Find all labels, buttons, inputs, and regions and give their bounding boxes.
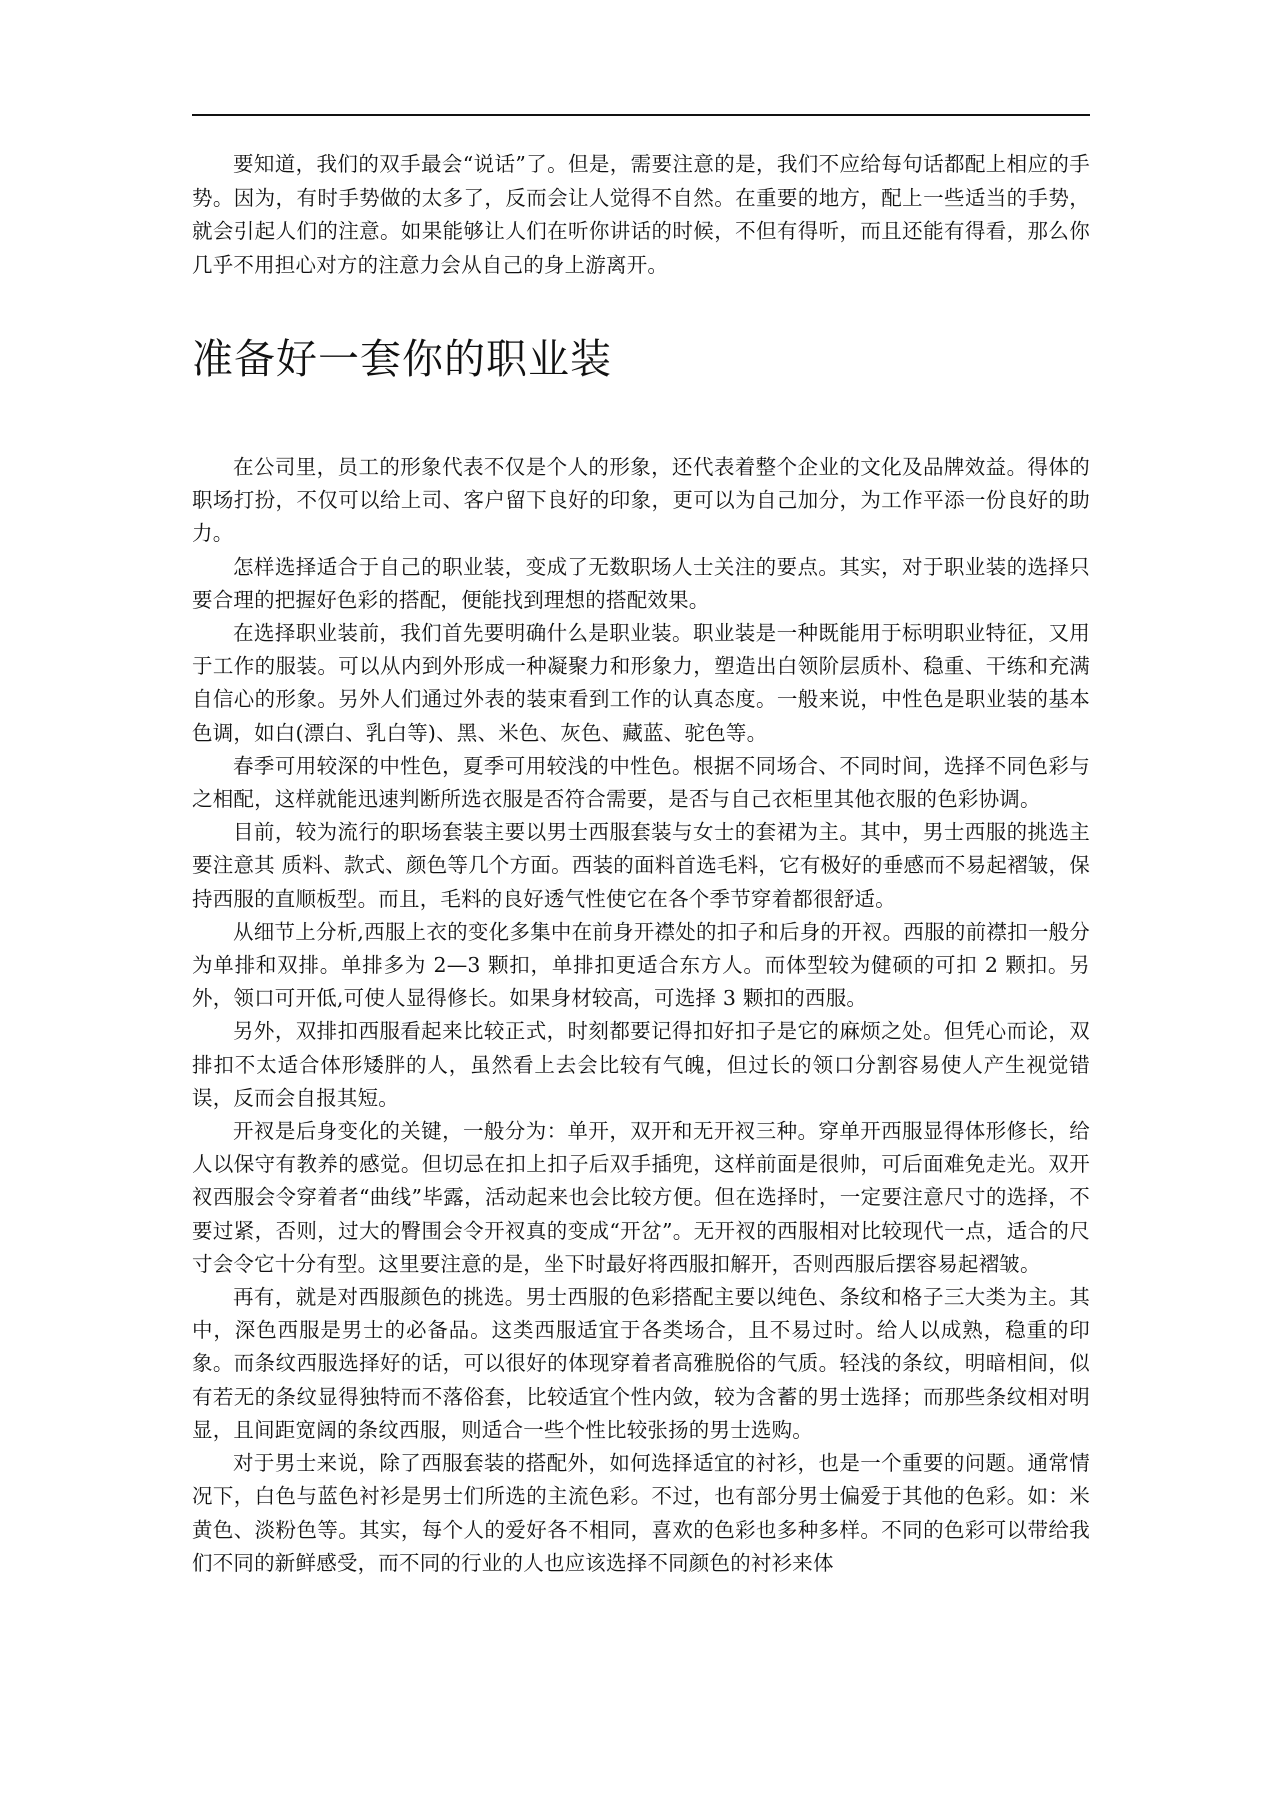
section-title: 准备好一套你的职业装 [192, 335, 612, 383]
paragraph: 春季可用较深的中性色，夏季可用较浅的中性色。根据不同场合、不同时间，选择不同色彩与之相配，这样就能迅速判断所选衣服是否符合需要，是否与自己衣柜里其他衣服的色彩协调。 [192, 753, 1090, 812]
paragraph: 对于男士来说，除了西服套装的搭配外，如何选择适宜的衬衫，也是一个重要的问题。通常情况下，白色与蓝色衬衫是男士们所选的主流色彩。不过，也有部分男士偏爱于其他的色彩。如：米黄色、淡粉色等。其实，每个人的爱好各不相同，喜欢的色彩也多种多样。不同的色彩可以带给我们不同的新鲜感受，而不同的行业的人也应该选择不同颜色的衬衫来体 [192, 1451, 1090, 1575]
paragraph: 再有，就是对西服颜色的挑选。男士西服的色彩搭配主要以纯色、条纹和格子三大类为主。其中，深色西服是男士的必备品。这类西服适宜于各类场合，且不易过时。给人以成熟，稳重的印象。而条纹西服选择好的话，可以很好的体现穿着者高雅脱俗的气质。轻浅的条纹，明暗相间，似有若无的条纹显得独特而不落俗套，比较适宜个性内敛，较为含蓄的男士选择；而那些条纹相对明显，且间距宽阔的条纹西服，则适合一些个性比较张扬的男士选购。 [192, 1285, 1090, 1442]
paragraph: 另外，双排扣西服看起来比较正式，时刻都要记得扣好扣子是它的麻烦之处。但凭心而论，双排扣不太适合体形矮胖的人，虽然看上去会比较有气魄，但过长的领口分割容易使人产生视觉错误，反而会自报其短。 [192, 1019, 1090, 1110]
paragraph: 怎样选择适合于自己的职业装，变成了无数职场人士关注的要点。其实，对于职业装的选择只要合理的把握好色彩的搭配，便能找到理想的搭配效果。 [192, 554, 1090, 612]
intro-paragraph: 要知道，我们的双手最会“说话”了。但是，需要注意的是，我们不应给每句话都配上相应的手势。因为，有时手势做的太多了，反而会让人觉得不自然。在重要的地方，配上一些适当的手势，就会引起人们的注意。如果能够让人们在听你讲话的时候，不但有得听，而且还能有得看，那么你几乎不用担心对方的注意力会从自己的身上游离开。 [192, 152, 1090, 277]
header-rule [192, 114, 1090, 116]
page-content [192, 148, 1090, 1580]
paragraph: 开衩是后身变化的关键，一般分为：单开，双开和无开衩三种。穿单开西服显得体形修长，给人以保守有教养的感觉。但切忌在扣上扣子后双手插兜，这样前面是很帅，可后面难免走光。双开衩西服会令穿着者“曲线”毕露，活动起来也会比较方便。但在选择时，一定要注意尺寸的选择，不要过紧，否则，过大的臀围会令开衩真的变成“开岔”。无开衩的西服相对比较现代一点，适合的尺寸会令它十分有型。这里要注意的是，坐下时最好将西服扣解开，否则西服后摆容易起褶皱。 [192, 1119, 1090, 1276]
paragraph: 在公司里，员工的形象代表不仅是个人的形象，还代表着整个企业的文化及品牌效益。得体的职场打扮，不仅可以给上司、客户留下良好的印象，更可以为自己加分，为工作平添一份良好的助力。 [192, 455, 1090, 546]
body-paragraphs [192, 451, 1090, 1580]
paragraph: 目前，较为流行的职场套装主要以男士西服套装与女士的套裙为主。其中，男士西服的挑选主要注意其 质料、款式、颜色等几个方面。西装的面料首选毛料，它有极好的垂感而不易起褶皱，保持西服的直顺板型。而且，毛料的良好透气性使它在各个季节穿着都很舒适。 [192, 820, 1090, 911]
paragraph: 从细节上分析,西服上衣的变化多集中在前身开襟处的扣子和后身的开衩。西服的前襟扣一般分为单排和双排。单排多为 2—3 颗扣，单排扣更适合东方人。而体型较为健硕的可扣 2 颗扣。另外，领口可开低,可使人显得修长。如果身材较高，可选择 3 颗扣的西服。 [192, 919, 1090, 1011]
paragraph: 在选择职业装前，我们首先要明确什么是职业装。职业装是一种既能用于标明职业特征，又用于工作的服装。可以从内到外形成一种凝聚力和形象力，塑造出白领阶层质朴、稳重、干练和充满自信心的形象。另外人们通过外表的装束看到工作的认真态度。一般来说，中性色是职业装的基本色调，如白(漂白、乳白等)、黑、米色、灰色、藏蓝、驼色等。 [192, 621, 1090, 745]
